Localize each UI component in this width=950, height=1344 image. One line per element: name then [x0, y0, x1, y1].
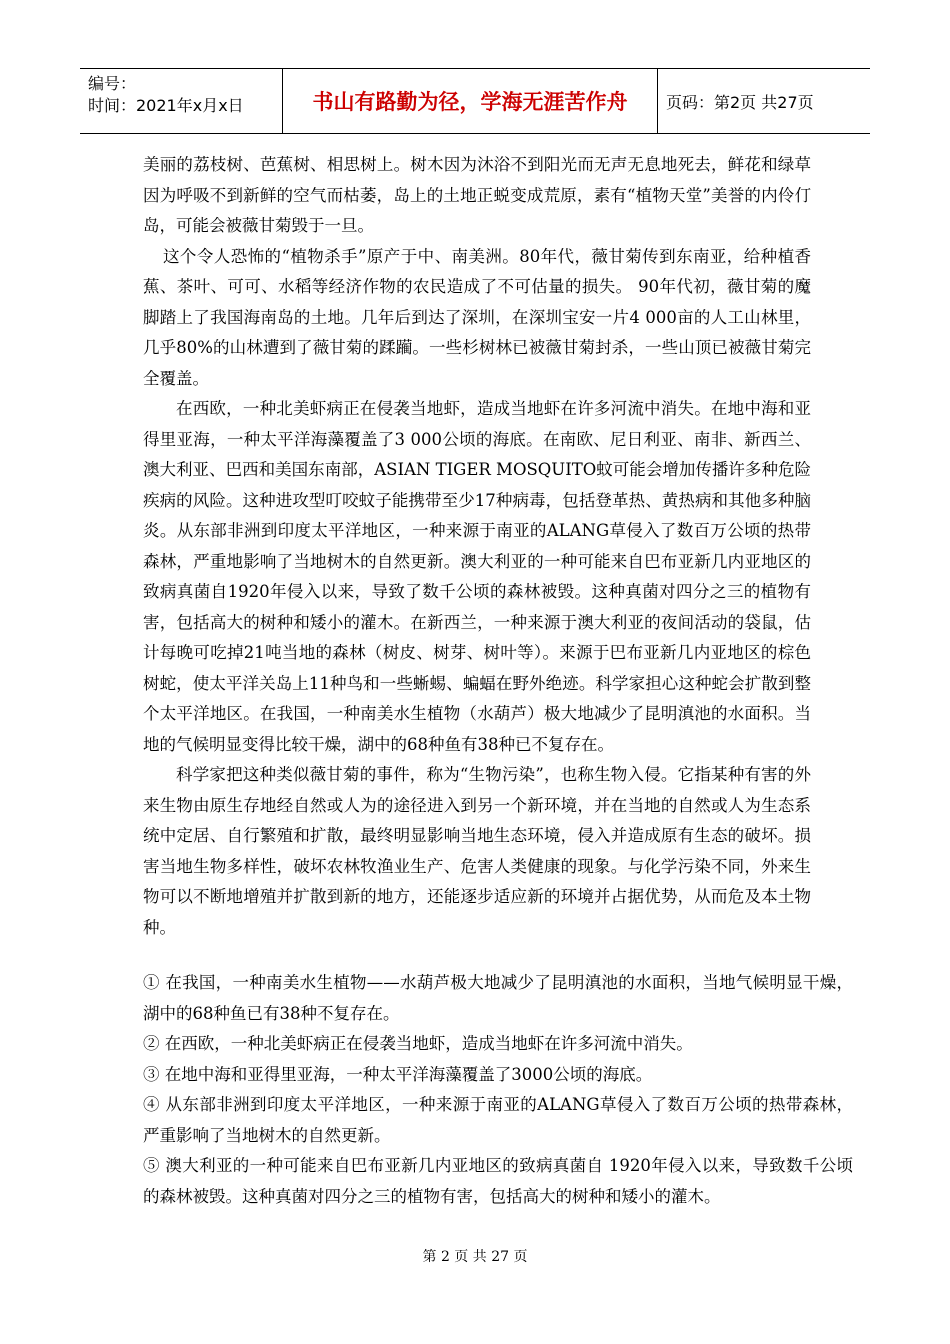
doc-number-label: 编号： [88, 74, 137, 93]
header-motto: 书山有路勤为径，学海无涯苦作舟 [282, 69, 658, 133]
page-footer: 第 2 页 共 27 页 [422, 1249, 528, 1265]
body-text [143, 150, 811, 943]
header-meta [80, 69, 282, 133]
list-item: ③ 在地中海和亚得里亚海，一种太平洋海藻覆盖了3000公顷的海底。 [143, 1064, 653, 1084]
list-item: ① 在我国，一种南美水生植物——水葫芦极大地减少了昆明滇池的水面积，当地气候明显干燥，湖中的68种鱼已有38种不复存在。 [143, 973, 853, 1023]
paragraph: 美丽的荔枝树、芭蕉树、相思树上。树木因为沐浴不到阳光而无声无息地死去，鲜花和绿草因为呼吸不到新鲜的空气而枯萎，岛上的土地正蜕变成荒原，素有“植物天堂”美誉的内伶仃岛，可能会被薇甘菊毁于一旦。 [143, 155, 811, 235]
paragraph: 在西欧，一种北美虾病正在侵袭当地虾，造成当地虾在许多河流中消失。在地中海和亚得里亚海，一种太平洋海藻覆盖了3 000公顷的海底。在南欧、尼日利亚、南非、新西兰、澳大利亚、巴西和美国东南部，ASIAN TIGER MOSQUITO蚊可能会增加传播许多种危险疾病的风险。这种进攻型叮咬蚊子能携带至少17种病毒，包括登革热、黄热病和其他多种脑炎。从东部非洲到印度太平洋地区，一种来源于南亚的ALANG草侵入了数百万公顷的热带森林，严重地影响了当地树木的自然更新。澳大利亚的一种可能来自巴布亚新几内亚地区的致病真菌自1920年侵入以来，导致了数千公顷的森林被毁。这种真菌对四分之三的植物有害，包括高大的树种和矮小的灌木。在新西兰，一种来源于澳大利亚的夜间活动的袋鼠，估计每晚可吃掉21吨当地的森林（树皮、树芽、树叶等）。来源于巴布亚新几内亚地区的棕色树蛇，使太平洋关岛上11种鸟和一些蜥蜴、蝙蝠在野外绝迹。科学家担心这种蛇会扩散到整个太平洋地区。在我国，一种南美水生植物（水葫芦）极大地减少了昆明滇池的水面积。当地的气候明显变得比较干燥，湖中的68种鱼有38种已不复存在。 [143, 399, 811, 754]
list-item: ② 在西欧，一种北美虾病正在侵袭当地虾，造成当地虾在许多河流中消失。 [143, 1034, 693, 1053]
list-item: ⑤ 澳大利亚的一种可能来自巴布亚新几内亚地区的致病真菌自 1920年侵入以来，导致数千公顷的森林被毁。这种真菌对四分之三的植物有害，包括高大的树种和矮小的灌木。 [143, 1156, 853, 1206]
list-item: ④ 从东部非洲到印度太平洋地区，一种来源于南亚的ALANG草侵入了数百万公顷的热带森林，严重影响了当地树木的自然更新。 [143, 1095, 853, 1145]
page-header [80, 68, 870, 134]
header-page-info: 页码：第2页 共27页 [666, 92, 814, 112]
paragraph: 科学家把这种类似薇甘菊的事件，称为“生物污染”，也称生物入侵。它指某种有害的外来生物由原生存地经自然或人为的途径进入到另一个新环境，并在当地的自然或人为生态系统中定居、自行繁殖和扩散，最终明显影响当地生态环境，侵入并造成原有生态的破坏。损害当地生物多样性，破坏农林牧渔业生产、危害人类健康的现象。与化学污染不同，外来生物可以不断地增殖并扩散到新的地方，还能逐步适应新的环境并占据优势，从而危及本土物种。 [143, 765, 811, 937]
date-label: 时间：2021年x月x日 [88, 96, 244, 115]
paragraph: 这个令人恐怖的“植物杀手”原产于中、南美洲。80年代，薇甘菊传到东南亚，给种植香蕉、茶叶、可可、水稻等经济作物的农民造成了不可估量的损失。 90年代初，薇甘菊的魔脚踏上了我国海南岛的土地。几年后到达了深圳，在深圳宝安一片4 000亩的人工山林里，几乎80%的山林遭到了薇甘菊的蹂躏。一些杉树林已被薇甘菊封杀，一些山顶已被薇甘菊完全覆盖。 [143, 246, 811, 388]
numbered-list [143, 968, 853, 1212]
